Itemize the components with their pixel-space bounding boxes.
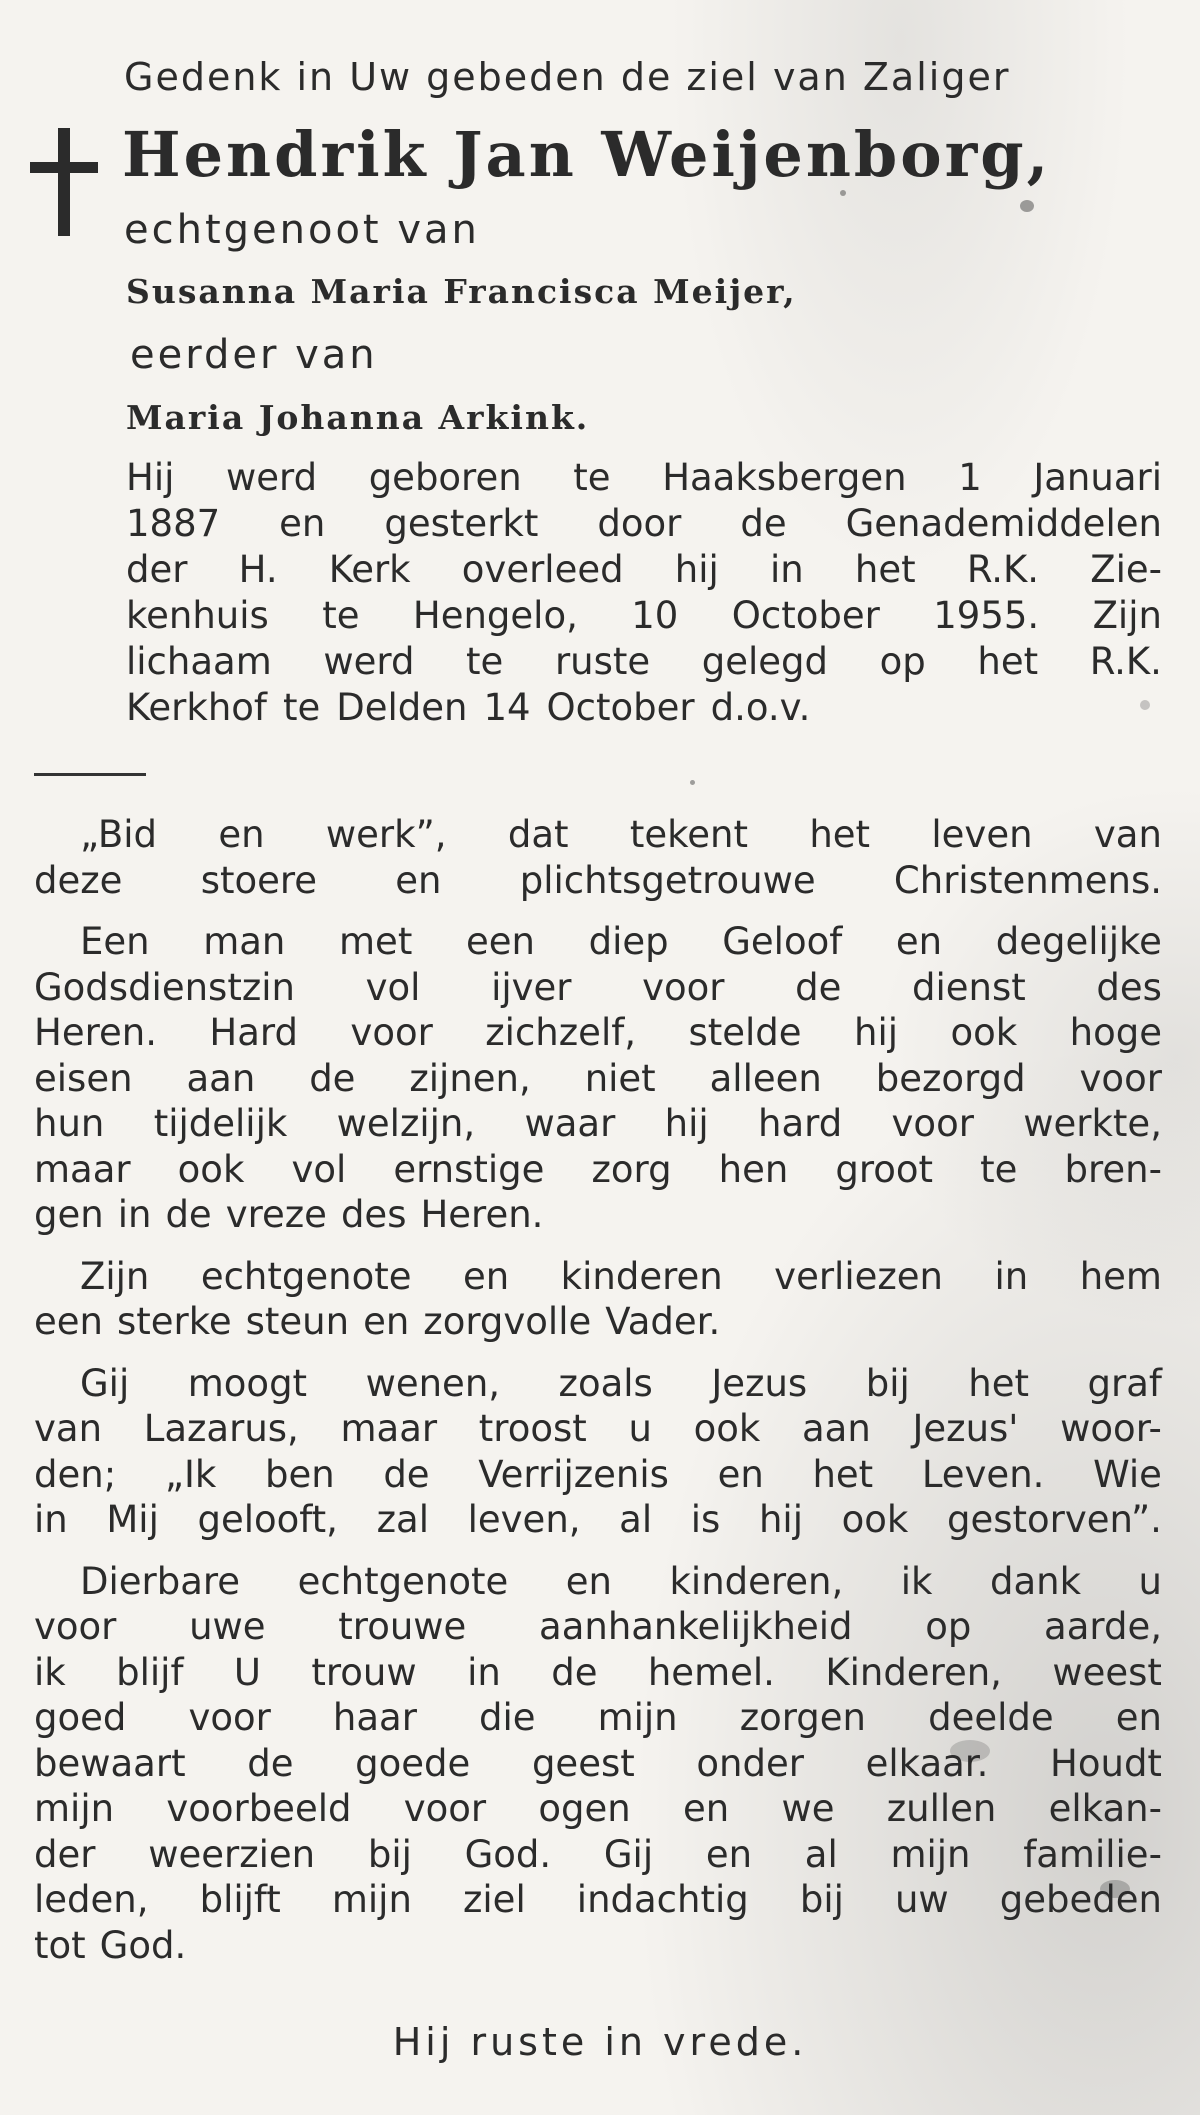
word: weerzien bbox=[148, 1832, 316, 1876]
word: October bbox=[546, 686, 695, 729]
word: bren- bbox=[1064, 1147, 1162, 1191]
word: blijf bbox=[116, 1650, 184, 1694]
word: werd bbox=[323, 640, 415, 683]
word: bij bbox=[367, 1832, 412, 1876]
text-line bbox=[34, 1101, 1162, 1147]
former-spouse-name: Maria Johanna Arkink. bbox=[126, 398, 590, 437]
word: hij bbox=[854, 1011, 899, 1054]
word: Een bbox=[80, 920, 150, 963]
text-line bbox=[34, 1741, 1162, 1787]
word: Kinderen, bbox=[825, 1650, 1002, 1694]
text-line bbox=[34, 919, 1162, 965]
word: groot bbox=[835, 1147, 934, 1191]
word: Lazarus, bbox=[143, 1407, 299, 1450]
print-speck bbox=[690, 780, 695, 785]
word: kinderen bbox=[560, 1254, 723, 1298]
word: sterke bbox=[116, 1300, 232, 1343]
word: elkaar. bbox=[865, 1741, 989, 1785]
word: en bbox=[462, 1254, 510, 1298]
word: voor bbox=[350, 1011, 433, 1054]
word: mijn bbox=[890, 1832, 971, 1876]
word: de bbox=[309, 1056, 356, 1100]
word: vol bbox=[291, 1147, 347, 1191]
word: moogt bbox=[187, 1361, 308, 1405]
text-line bbox=[34, 1559, 1162, 1605]
word: te bbox=[573, 456, 611, 499]
word: R.K. bbox=[1089, 640, 1162, 683]
word: het bbox=[968, 1361, 1029, 1405]
word: de bbox=[551, 1650, 598, 1694]
word: familie- bbox=[1023, 1832, 1162, 1876]
word: vreze bbox=[225, 1193, 327, 1236]
memorial-text bbox=[34, 812, 1162, 1984]
word: bij bbox=[865, 1361, 910, 1405]
word: we bbox=[781, 1787, 835, 1830]
spouse-label: echtgenoot van bbox=[124, 207, 480, 253]
word: leven bbox=[931, 813, 1033, 856]
word: Hard bbox=[209, 1011, 298, 1054]
word: U bbox=[233, 1650, 261, 1694]
word: 14 bbox=[483, 686, 531, 729]
word: Haaksbergen bbox=[662, 456, 907, 499]
word: te bbox=[466, 640, 504, 683]
word: de bbox=[383, 1452, 430, 1496]
bio-line bbox=[126, 685, 1162, 731]
text-line bbox=[34, 1497, 1162, 1543]
word: en bbox=[565, 1559, 612, 1603]
word: hard bbox=[758, 1102, 843, 1145]
word: bewaart bbox=[34, 1741, 186, 1785]
word: overleed bbox=[461, 548, 624, 591]
word: het bbox=[812, 1452, 874, 1496]
word: in bbox=[994, 1254, 1029, 1298]
word: Gij bbox=[80, 1361, 130, 1405]
text-line bbox=[34, 858, 1162, 904]
text-line bbox=[34, 1192, 1162, 1238]
intro-text: Gedenk in Uw gebeden de ziel van Zaliger bbox=[124, 55, 1011, 99]
word: zorgvolle bbox=[423, 1300, 592, 1343]
word: maar bbox=[34, 1147, 131, 1191]
word: zijnen, bbox=[409, 1056, 531, 1100]
word: ook bbox=[177, 1147, 245, 1191]
text-line bbox=[34, 1877, 1162, 1923]
word: de bbox=[247, 1741, 294, 1785]
word: leven, bbox=[467, 1498, 581, 1541]
word: Genademiddelen bbox=[845, 502, 1162, 545]
word: gelooft, bbox=[197, 1498, 338, 1541]
word: Kerkhof bbox=[126, 686, 267, 729]
word: bezorgd bbox=[875, 1056, 1026, 1100]
word: mijn bbox=[331, 1878, 412, 1921]
word: ijver bbox=[491, 965, 572, 1009]
word: kinderen, bbox=[669, 1559, 844, 1603]
word: voor bbox=[891, 1102, 974, 1145]
word: Dierbare bbox=[80, 1559, 241, 1603]
word: voor bbox=[1079, 1056, 1162, 1100]
text-line bbox=[34, 1923, 1162, 1969]
word: een bbox=[34, 1300, 103, 1343]
word: zorgen bbox=[739, 1696, 867, 1739]
word: en bbox=[717, 1452, 764, 1496]
text-line bbox=[34, 965, 1162, 1011]
word: u bbox=[628, 1407, 652, 1450]
word: van bbox=[1093, 813, 1162, 856]
text-line bbox=[34, 812, 1162, 858]
word: 10 bbox=[631, 594, 679, 637]
word: troost bbox=[478, 1407, 587, 1450]
cross-icon bbox=[30, 128, 98, 238]
word: u bbox=[1138, 1559, 1162, 1603]
word: tijdelijk bbox=[153, 1102, 288, 1145]
word: uw bbox=[894, 1878, 949, 1921]
word: is bbox=[690, 1498, 721, 1541]
word: voor bbox=[188, 1696, 271, 1739]
word: uwe bbox=[189, 1605, 266, 1648]
divider bbox=[34, 773, 146, 776]
text-line bbox=[34, 1786, 1162, 1832]
word: tekent bbox=[629, 813, 748, 856]
word: de bbox=[740, 502, 787, 545]
word: in bbox=[770, 548, 804, 591]
bio-line bbox=[126, 593, 1162, 639]
word: Christenmens. bbox=[893, 858, 1162, 902]
word: tot bbox=[34, 1923, 86, 1967]
paragraph bbox=[34, 812, 1162, 903]
word: Jezus' bbox=[912, 1407, 1019, 1450]
word: voor bbox=[642, 965, 725, 1009]
word: voor bbox=[34, 1605, 117, 1648]
text-line bbox=[34, 1650, 1162, 1696]
word: d.o.v. bbox=[710, 686, 811, 729]
word: blijft bbox=[199, 1878, 281, 1921]
word: Zijn bbox=[1092, 594, 1162, 637]
paragraph bbox=[34, 1559, 1162, 1969]
word: man bbox=[203, 920, 286, 963]
bio-line bbox=[126, 455, 1162, 501]
word: des bbox=[1096, 965, 1162, 1009]
word: God. bbox=[464, 1832, 552, 1876]
word: zullen bbox=[886, 1787, 997, 1830]
word: ogen bbox=[538, 1787, 631, 1830]
biography bbox=[126, 455, 1162, 731]
word: hoge bbox=[1069, 1011, 1162, 1054]
word: gelegd bbox=[701, 640, 829, 683]
word: woor- bbox=[1060, 1407, 1162, 1450]
word: en bbox=[705, 1832, 753, 1876]
word: des bbox=[340, 1193, 407, 1236]
word: dienst bbox=[912, 965, 1026, 1009]
word: voorbeeld bbox=[166, 1787, 352, 1830]
word: gesterkt bbox=[384, 502, 539, 545]
paragraph bbox=[34, 1254, 1162, 1345]
text-line bbox=[34, 1361, 1162, 1407]
word: eisen bbox=[34, 1056, 133, 1100]
word: dat bbox=[507, 813, 569, 856]
deceased-name: Hendrik Jan Weijenborg, bbox=[122, 118, 1052, 191]
word: zorg bbox=[591, 1147, 672, 1191]
word: goede bbox=[355, 1741, 471, 1785]
word: geest bbox=[531, 1741, 635, 1785]
word: diep bbox=[588, 920, 669, 963]
word: plichtsgetrouwe bbox=[519, 858, 816, 902]
word: aan bbox=[186, 1056, 256, 1100]
word: kenhuis bbox=[126, 594, 269, 637]
word: R.K. bbox=[966, 548, 1040, 591]
word: Geloof bbox=[722, 920, 843, 963]
bio-line bbox=[126, 501, 1162, 547]
word: op bbox=[879, 640, 926, 683]
word: trouw bbox=[311, 1650, 417, 1694]
word: ben bbox=[264, 1452, 335, 1496]
word: goed bbox=[34, 1696, 127, 1739]
word: het bbox=[977, 640, 1039, 683]
word: niet bbox=[584, 1056, 656, 1100]
word: stoere bbox=[200, 858, 318, 902]
word: „Bid bbox=[80, 813, 157, 856]
word: der bbox=[126, 548, 188, 591]
closing-line: Hij ruste in vrede. bbox=[392, 2020, 808, 2064]
word: hun bbox=[34, 1102, 105, 1145]
word: onder bbox=[696, 1741, 804, 1785]
word: ik bbox=[900, 1559, 933, 1603]
word: Delden bbox=[336, 686, 468, 729]
word: en bbox=[895, 920, 943, 963]
word: bij bbox=[799, 1878, 844, 1921]
word: waar bbox=[524, 1102, 616, 1145]
word: aan bbox=[801, 1407, 871, 1450]
word: weest bbox=[1052, 1650, 1162, 1694]
word: Zie- bbox=[1090, 548, 1162, 591]
word: October bbox=[731, 594, 880, 637]
word: Kerk bbox=[328, 548, 411, 591]
word: en bbox=[395, 858, 442, 902]
word: werkte, bbox=[1023, 1102, 1162, 1145]
word: ik bbox=[34, 1650, 66, 1694]
word: echtgenote bbox=[297, 1559, 509, 1603]
word: graf bbox=[1087, 1361, 1162, 1405]
text-line bbox=[34, 1056, 1162, 1102]
word: deze bbox=[34, 858, 123, 902]
word: in bbox=[117, 1193, 152, 1236]
text-line bbox=[34, 1604, 1162, 1650]
word: voor bbox=[403, 1787, 487, 1830]
paragraph bbox=[34, 919, 1162, 1238]
word: Hij bbox=[126, 456, 175, 499]
word: haar bbox=[332, 1696, 417, 1739]
word: al bbox=[619, 1498, 653, 1541]
word: de bbox=[795, 965, 842, 1009]
word: mijn bbox=[34, 1787, 115, 1830]
word: „Ik bbox=[164, 1452, 217, 1496]
word: en bbox=[1115, 1696, 1162, 1739]
word: dank bbox=[989, 1559, 1082, 1603]
word: mijn bbox=[597, 1696, 678, 1739]
word: geboren bbox=[368, 456, 522, 499]
word: Leven. bbox=[921, 1452, 1045, 1496]
word: werd bbox=[226, 456, 318, 499]
word: Vader. bbox=[605, 1300, 721, 1343]
word: H. bbox=[238, 548, 278, 591]
text-line bbox=[34, 1147, 1162, 1193]
word: ook bbox=[693, 1407, 761, 1450]
word: en bbox=[682, 1787, 730, 1830]
word: wenen, bbox=[365, 1361, 501, 1405]
text-line bbox=[34, 1832, 1162, 1878]
spouse-name: Susanna Maria Francisca Meijer, bbox=[126, 272, 797, 311]
text-line bbox=[34, 1299, 1162, 1345]
word: Mij bbox=[106, 1498, 159, 1541]
word: zoals bbox=[558, 1361, 653, 1405]
word: te bbox=[282, 686, 321, 729]
word: op bbox=[925, 1605, 972, 1648]
word: zichzelf, bbox=[485, 1011, 637, 1054]
word: gebeden bbox=[999, 1878, 1162, 1921]
word: werk”, bbox=[325, 813, 447, 856]
word: hij bbox=[674, 548, 719, 591]
word: van bbox=[34, 1407, 103, 1450]
word: 1 bbox=[958, 456, 982, 499]
bio-line bbox=[126, 547, 1162, 593]
word: aarde, bbox=[1044, 1605, 1162, 1648]
word: echtgenote bbox=[200, 1254, 412, 1298]
word: Januari bbox=[1033, 456, 1162, 499]
word: vol bbox=[365, 965, 421, 1009]
word: maar bbox=[340, 1407, 438, 1450]
word: hem bbox=[1079, 1254, 1162, 1298]
word: ruste bbox=[554, 640, 651, 683]
text-line bbox=[34, 1695, 1162, 1741]
word: het bbox=[809, 813, 871, 856]
word: Heren. bbox=[420, 1193, 544, 1236]
word: 1887 bbox=[126, 502, 221, 545]
word: zal bbox=[376, 1498, 429, 1541]
text-line bbox=[34, 1452, 1162, 1498]
word: Zijn bbox=[80, 1254, 150, 1298]
word: hemel. bbox=[647, 1650, 775, 1694]
word: stelde bbox=[688, 1011, 802, 1054]
word: steun bbox=[245, 1300, 350, 1343]
word: door bbox=[597, 502, 682, 545]
word: die bbox=[478, 1696, 536, 1739]
word: aanhankelijkheid bbox=[539, 1605, 853, 1648]
word: gen bbox=[34, 1193, 104, 1236]
word: de bbox=[165, 1193, 212, 1236]
word: alleen bbox=[709, 1056, 822, 1100]
word: ernstige bbox=[393, 1147, 545, 1191]
word: ook bbox=[841, 1498, 909, 1541]
text-line bbox=[34, 1254, 1162, 1300]
word: deelde bbox=[928, 1696, 1054, 1739]
word: leden, bbox=[34, 1878, 149, 1921]
word: met bbox=[339, 920, 413, 963]
word: trouwe bbox=[338, 1605, 467, 1648]
word: Godsdienstzin bbox=[34, 965, 295, 1009]
word: ook bbox=[950, 1011, 1018, 1054]
word: en bbox=[279, 502, 326, 545]
word: 1955. bbox=[933, 594, 1040, 637]
word: Hengelo, bbox=[412, 594, 578, 637]
word: te bbox=[980, 1147, 1018, 1191]
word: Jezus bbox=[711, 1361, 808, 1405]
word: in bbox=[34, 1498, 68, 1541]
word: God. bbox=[99, 1923, 187, 1967]
word: indachtig bbox=[576, 1878, 749, 1921]
text-line bbox=[34, 1010, 1162, 1056]
word: der bbox=[34, 1832, 96, 1876]
word: te bbox=[322, 594, 360, 637]
word: den; bbox=[34, 1452, 117, 1496]
word: Houdt bbox=[1050, 1741, 1162, 1785]
word: in bbox=[467, 1650, 501, 1694]
word: het bbox=[854, 548, 916, 591]
word: een bbox=[465, 920, 535, 963]
text-line bbox=[34, 1406, 1162, 1452]
word: Wie bbox=[1093, 1452, 1162, 1496]
word: en bbox=[218, 813, 265, 856]
word: al bbox=[804, 1832, 838, 1876]
paragraph bbox=[34, 1361, 1162, 1543]
bio-line bbox=[126, 639, 1162, 685]
word: elkan- bbox=[1048, 1787, 1162, 1830]
word: hen bbox=[718, 1147, 789, 1191]
word: en bbox=[363, 1300, 410, 1343]
word: Heren. bbox=[34, 1011, 157, 1054]
word: lichaam bbox=[126, 640, 272, 683]
former-spouse-label: eerder van bbox=[130, 332, 378, 378]
word: degelijke bbox=[995, 920, 1162, 963]
word: hij bbox=[664, 1102, 709, 1145]
print-speck bbox=[1020, 200, 1034, 212]
word: verliezen bbox=[774, 1254, 944, 1298]
word: welzijn, bbox=[336, 1102, 476, 1145]
word: hij bbox=[758, 1498, 803, 1541]
word: Verrijzenis bbox=[478, 1452, 669, 1496]
word: gestorven”. bbox=[946, 1498, 1162, 1541]
word: ziel bbox=[462, 1878, 526, 1921]
word: Gij bbox=[603, 1832, 654, 1876]
